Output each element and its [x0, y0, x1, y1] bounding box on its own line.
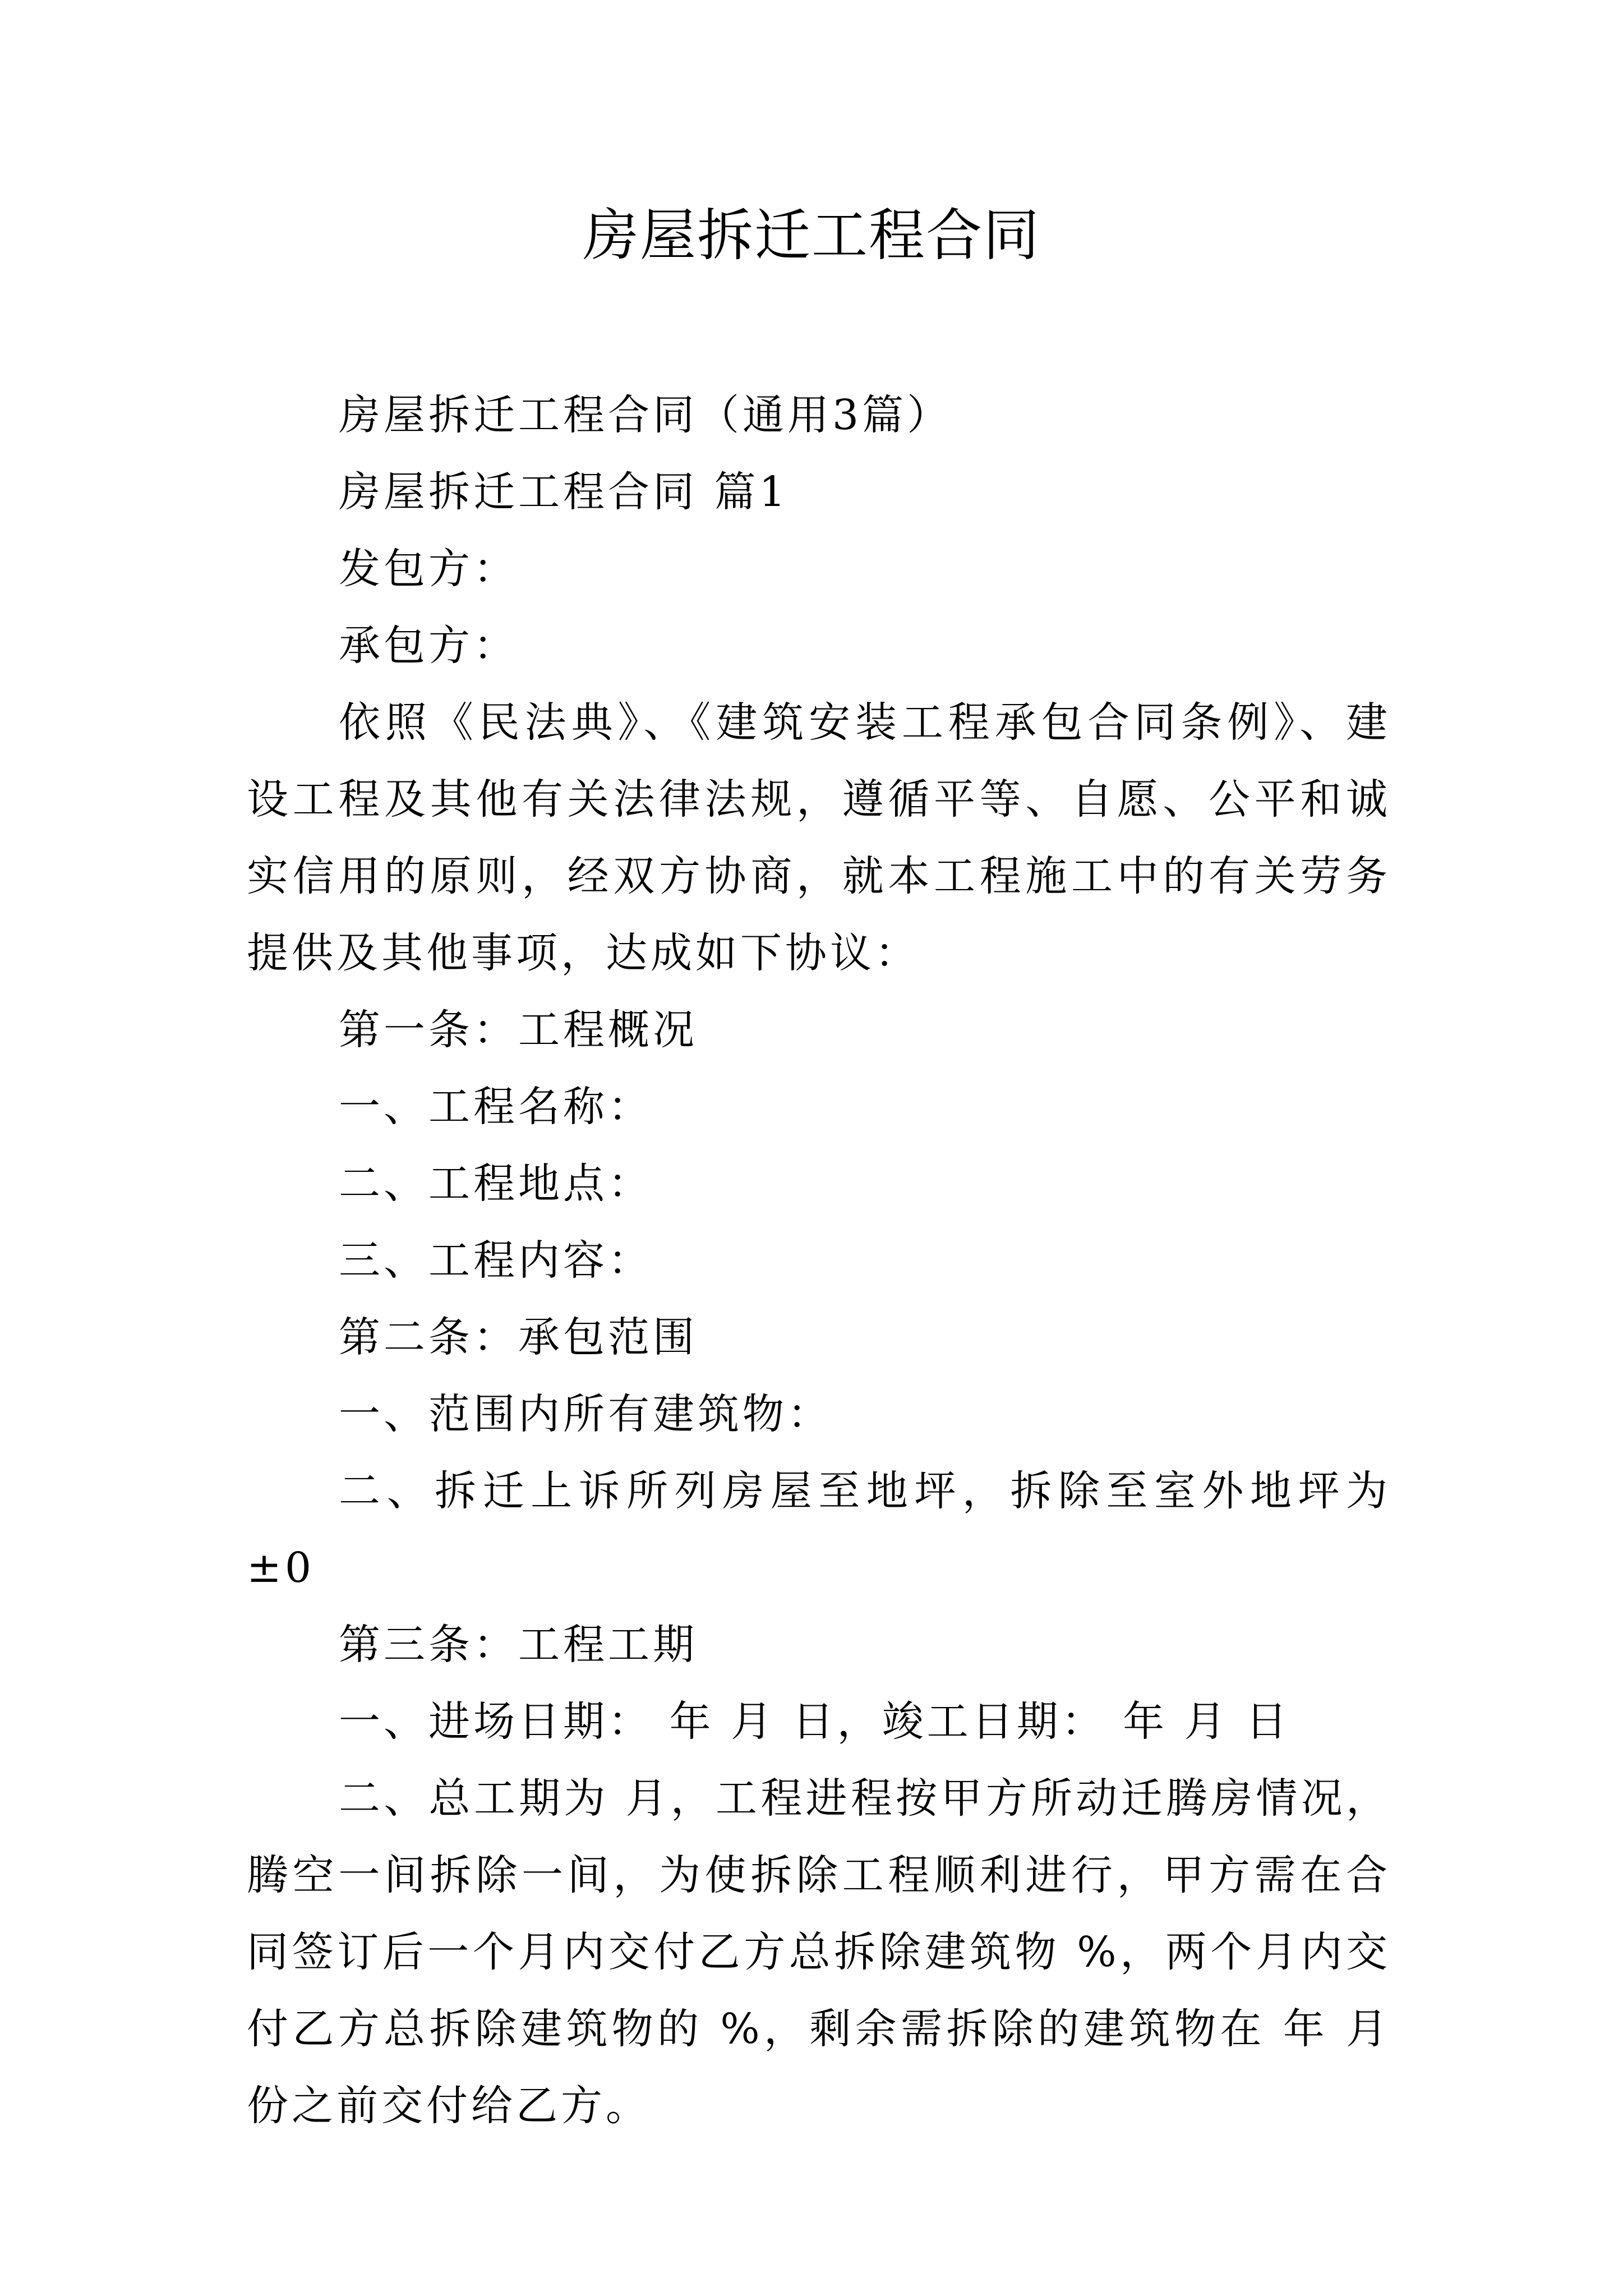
paragraph-schedule-dates: 一、进场日期： 年 月 日，竣工日期： 年 月 日: [339, 1697, 1291, 1746]
paragraph-collection-title: 房屋拆迁工程合同（通用3篇）: [339, 391, 952, 439]
paragraph-project-content: 三、工程内容：: [339, 1236, 653, 1285]
paragraph-scope-buildings: 一、范围内所有建筑物：: [339, 1390, 832, 1438]
paragraph-schedule-duration: 二、总工期为 月，工程进程按甲方所动迁腾房情况，腾空一间拆除一间，为使拆除工程顺利进行，甲方需在合同签订后一个月内交付乙方总拆除建筑物 %，两个月内交付乙方总拆除建筑物的 %，剩余需拆除的建筑物在 年 月份之前交付给乙方。: [247, 1774, 1391, 2130]
paragraph-article-2: 第二条：承包范围: [339, 1313, 698, 1361]
document-body: [247, 377, 1391, 2145]
paragraph-preamble: 依照《民法典》、《建筑安装工程承包合同条例》、建设工程及其他有关法律法规，遵循平等、自愿、公平和诚实信用的原则，经双方协商，就本工程施工中的有关劳务提供及其他事项，达成如下协议：: [247, 698, 1391, 977]
document-title: 房屋拆迁工程合同: [583, 203, 1040, 268]
paragraph-employer: 发包方：: [339, 545, 518, 593]
paragraph-article-3: 第三条：工程工期: [339, 1621, 698, 1669]
paragraph-article-1: 第一条：工程概况: [339, 1006, 698, 1054]
paragraph-contractor: 承包方：: [339, 622, 518, 670]
paragraph-part-heading: 房屋拆迁工程合同 篇1: [339, 468, 789, 516]
paragraph-project-name: 一、工程名称：: [339, 1083, 653, 1131]
paragraph-scope-demolition: 二、拆迁上诉所列房屋至地坪，拆除至室外地坪为±0: [247, 1467, 1391, 1592]
paragraph-project-location: 二、工程地点：: [339, 1159, 653, 1208]
